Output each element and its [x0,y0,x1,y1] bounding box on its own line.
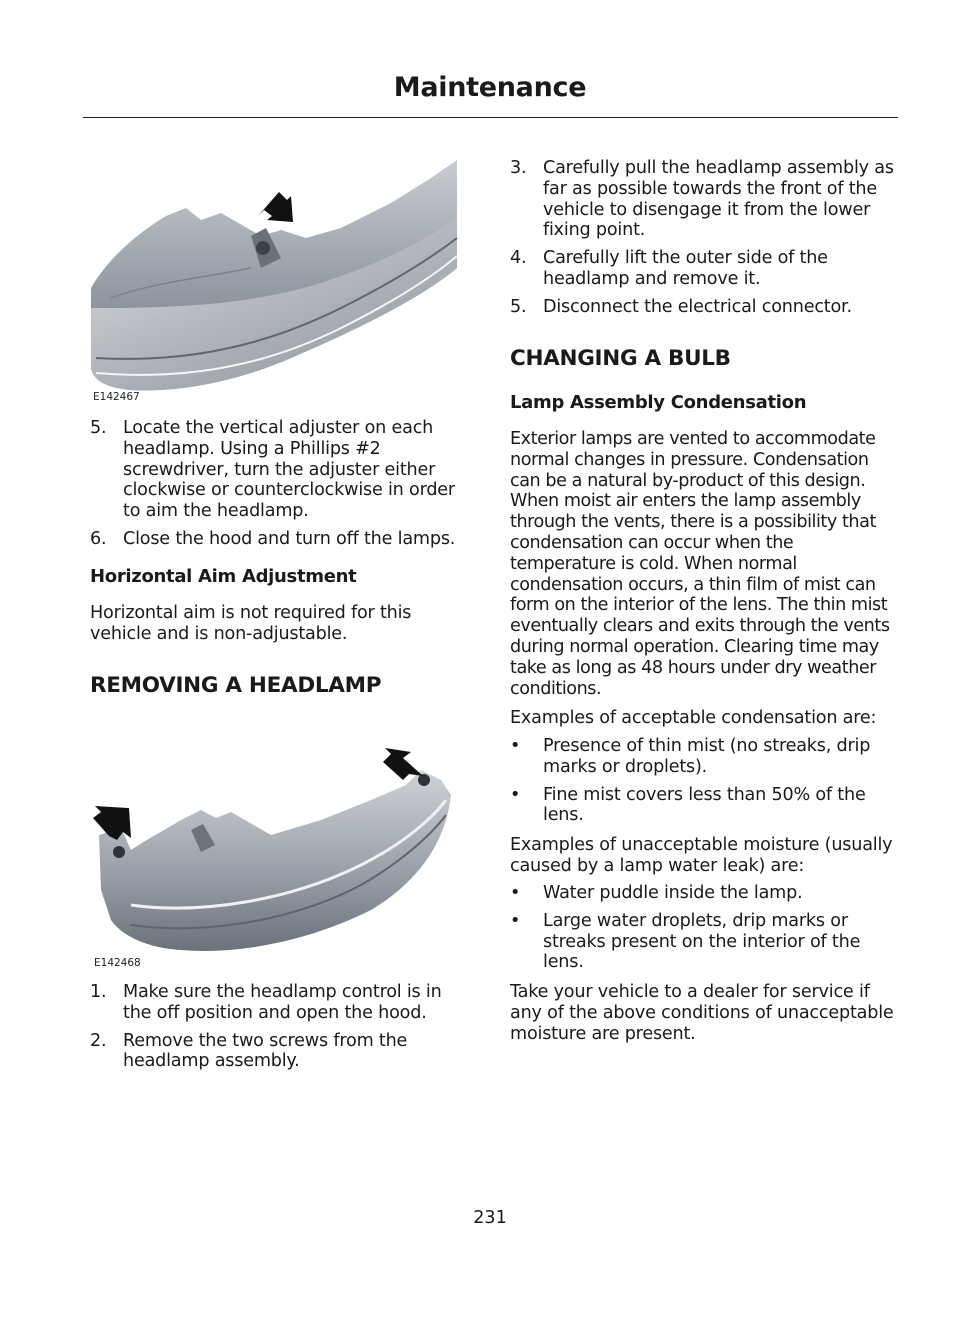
step-text: Carefully lift the outer side of the headlamp and remove it. [543,248,828,289]
horizontal-aim-text: Horizontal aim is not required for this vehicle and is non-adjustable. [90,603,412,644]
headlamp-figure-1 [91,158,459,393]
step-number: 2. [90,1030,107,1051]
step-number: 1. [90,982,107,1002]
bullet-glyph: • [510,910,521,931]
figure-code-2: E142468 [94,957,141,969]
condensation-text: Exterior lamps are vented to accommodate normal changes in pressure. Condensation can be a natural by-product of this design. When moist air enters the lamp assembly through the vents, there is a possibility that condensation can occur when the temperature is cold. When normal condensation occurs, a thin film of mist can form on the interior of the lens. The thin mist eventually clears and exits through the vents during normal operation. Clearing time may take as long as 48 hours under dry weather conditions. [510,429,890,699]
step-number: 5. [510,296,527,317]
step-text: Close the hood and turn off the lamps. [123,528,456,549]
acceptable-list [510,736,895,826]
list-item [510,248,895,290]
headlamp-figure-2 [91,740,459,960]
figure-code-1: E142467 [93,391,140,403]
page-title: Maintenance [393,72,587,103]
bullet-glyph: • [510,736,521,756]
step-text: Locate the vertical adjuster on each headlamp. Using a Phillips #2 screwdriver, turn the adjuster either clockwise or counterclockwise in order to aim the headlamp. [123,418,455,522]
unacceptable-intro: Examples of unacceptable moisture (usually caused by a lamp water leak) are: [510,835,893,876]
step-text: Remove the two screws from the headlamp assembly. [123,1030,408,1072]
list-item [90,982,475,1024]
steps-list-b [90,982,475,1072]
steps-list-c [510,158,895,318]
removing-headlamp-heading: REMOVING A HEADLAMP [90,673,382,698]
step-number: 5. [90,418,107,438]
headlamp-illustration-icon [91,740,459,960]
step-number: 3. [510,158,527,178]
closing-text: Take your vehicle to a dealer for service if any of the above conditions of unacceptable moisture are present. [510,982,894,1044]
page-number: 231 [473,1208,507,1228]
bullet-text: Fine mist covers less than 50% of the lens. [543,784,866,826]
step-text: Make sure the headlamp control is in the off position and open the hood. [123,982,442,1023]
bullet-text: Presence of thin mist (no streaks, drip marks or droplets). [543,736,871,777]
bullet-glyph: • [510,784,521,805]
list-item [90,529,475,550]
bullet-text: Large water droplets, drip marks or streaks present on the interior of the lens. [543,910,861,973]
title-divider [83,117,898,118]
list-item [510,158,895,241]
list-item [510,297,895,318]
unacceptable-list [510,883,895,973]
steps-list-a [90,418,475,550]
step-number: 4. [510,248,527,269]
list-item [510,911,895,973]
changing-bulb-heading: CHANGING A BULB [510,346,731,371]
step-text: Carefully pull the headlamp assembly as far as possible towards the front of the vehicle to disengage it from the lower fixing point. [543,158,894,241]
acceptable-intro: Examples of acceptable condensation are: [510,708,877,728]
list-item [510,785,895,827]
list-item [90,418,475,522]
list-item [510,736,895,778]
list-item [90,1031,475,1073]
horizontal-aim-heading: Horizontal Aim Adjustment [90,566,357,587]
list-item [510,883,895,904]
bullet-glyph: • [510,883,521,903]
bullet-text: Water puddle inside the lamp. [543,883,803,903]
condensation-heading: Lamp Assembly Condensation [510,392,807,413]
step-text: Disconnect the electrical connector. [543,296,852,317]
headlamp-illustration-icon [91,158,459,393]
step-number: 6. [90,528,107,549]
